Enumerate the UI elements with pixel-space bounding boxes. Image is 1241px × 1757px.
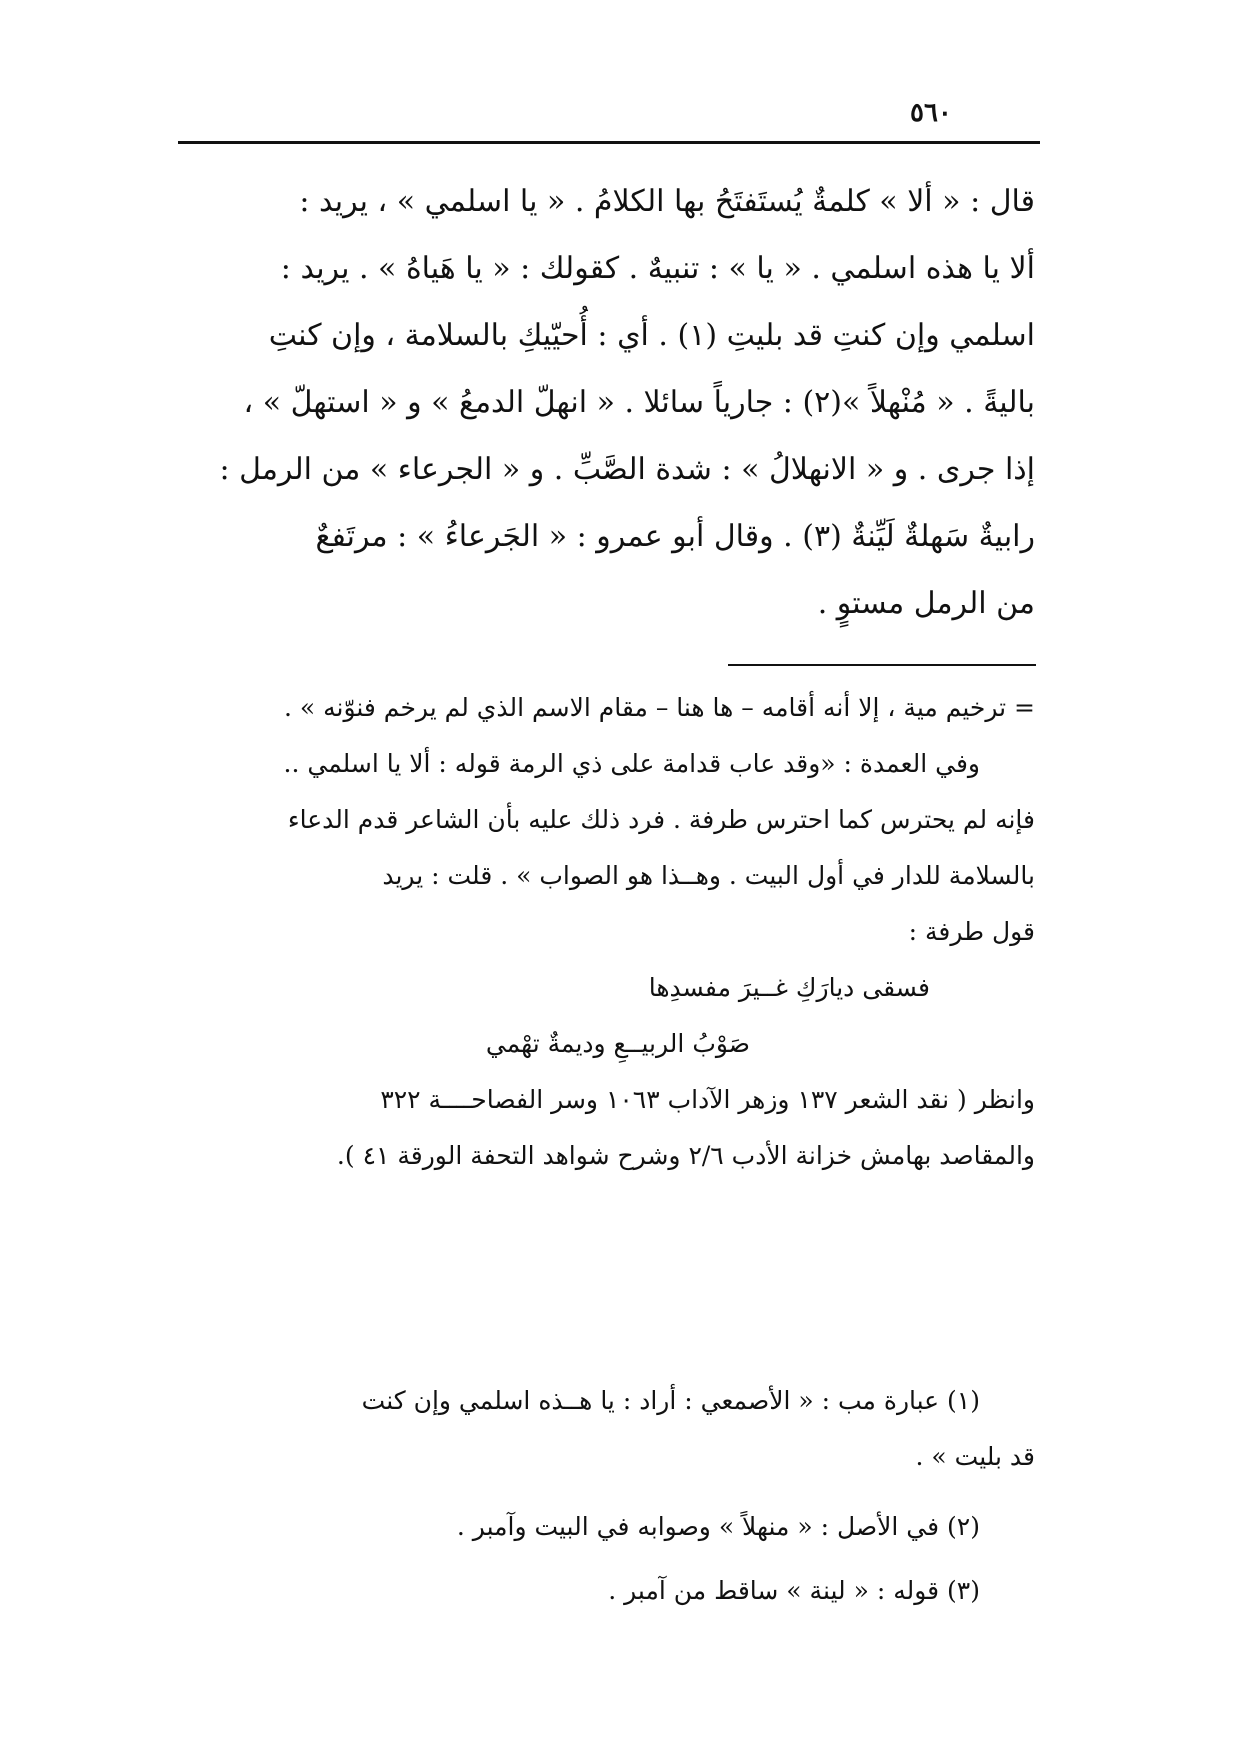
main-text-line: اسلمي وإن كنتِ قد بليتِ (١) . أي : أُحيّيكِ بالسلامة ، وإن كنتِ xyxy=(268,318,1035,353)
main-text-line: باليةً . « مُنْهلاً »(٢) : جارياً سائلا . « انهلّ الدمعُ » و « استهلّ » ، xyxy=(243,385,1035,420)
main-text-line: من الرمل مستوٍ . xyxy=(817,586,1035,621)
main-text-line: ألا يا هذه اسلمي . « يا » : تنبيهٌ . كقولك : « يا هَياهُ » . يريد : xyxy=(280,251,1035,286)
references-line: والمقاصد بهامش خزانة الأدب ٢/٦ وشرح شواهد التحفة الورقة ٤١ ). xyxy=(336,1141,1035,1170)
footnote-1: (١) عبارة مب : « الأصمعي : أراد : يا هــذه اسلمي وإن كنت xyxy=(361,1386,980,1415)
footnote-3: (٣) قوله : « لينة » ساقط من آمبر . xyxy=(608,1576,980,1605)
continued-note xyxy=(185,680,1035,1184)
note-line: قول طرفة : xyxy=(908,917,1035,946)
note-line: = ترخيم مية ، إلا أنه أقامه – ها هنا – مقام الاسم الذي لم يرخم فنوّنه » . xyxy=(283,693,1035,722)
footnotes xyxy=(185,1373,1035,1619)
verse-line-1: فسقى ديارَكِ غــيرَ مفسدِها xyxy=(648,973,930,1002)
main-text-line: قال : « ألا » كلمةٌ يُستَفتَحُ بها الكلامُ . « يا اسلمي » ، يريد : xyxy=(299,184,1035,219)
verse-line-2: صَوْبُ الربيــعِ وديمةٌ تهْمي xyxy=(485,1029,750,1058)
note-line: وفي العمدة : «وقد عاب قدامة على ذي الرمة قوله : ألا يا اسلمي .. xyxy=(283,749,980,778)
main-text-line: إذا جرى . و « الانهلالُ » : شدة الصَّبِّ . و « الجرعاء » من الرمل : xyxy=(219,452,1035,487)
main-text xyxy=(185,168,1035,637)
footnote-1-continued: قد بليت » . xyxy=(915,1442,1035,1471)
note-line: فإنه لم يحترس كما احترس طرفة . فرد ذلك عليه بأن الشاعر قدم الدعاء xyxy=(287,805,1035,834)
page-number: ٥٦٠ xyxy=(910,98,952,128)
footnote-2: (٢) في الأصل : « منهلاً » وصوابه في البيت وآمبر . xyxy=(456,1512,980,1541)
footnote-rule xyxy=(728,664,1036,666)
main-text-line: رابيةٌ سَهلةٌ لَيِّنةٌ (٣) . وقال أبو عمرو : « الجَرعاءُ » : مرتَفعٌ xyxy=(315,519,1035,554)
references-line: وانظر ( نقد الشعر ١٣٧ وزهر الآداب ١٠٦٣ وسر الفصاحــــة ٣٢٢ xyxy=(380,1085,1035,1114)
note-line: بالسلامة للدار في أول البيت . وهــذا هو الصواب » . قلت : يريد xyxy=(382,861,1035,890)
header-rule xyxy=(178,141,1040,144)
